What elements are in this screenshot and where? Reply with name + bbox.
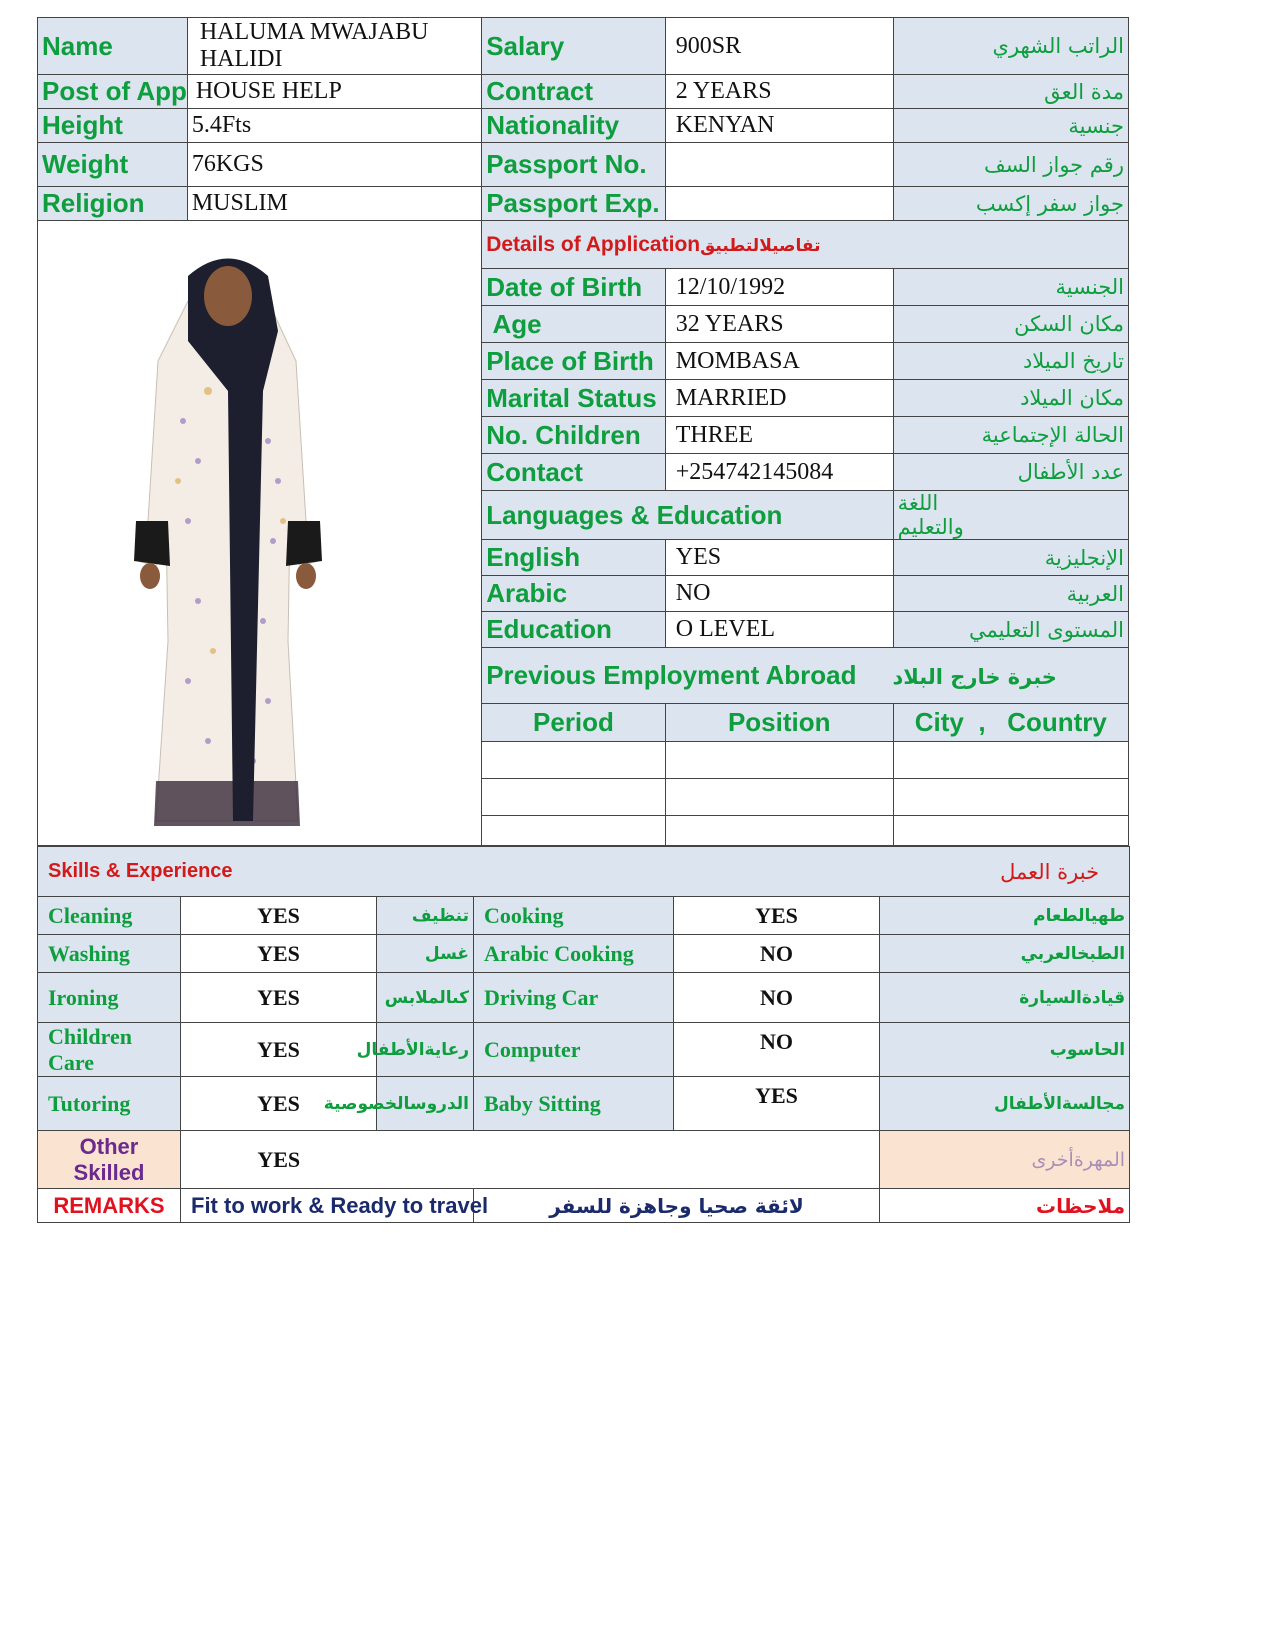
- other-skilled-ar: المهرةأخرى: [880, 1131, 1130, 1189]
- skill-ar: مجالسةالأطفال: [880, 1077, 1130, 1131]
- weight-label: Weight: [38, 143, 188, 187]
- skills-title: Skills & Experience: [48, 859, 233, 882]
- app-row-value: 12/10/1992: [665, 269, 893, 306]
- lang-row-label: Arabic: [482, 576, 666, 612]
- skill-label: Tutoring: [38, 1077, 181, 1131]
- remarks-label: REMARKS: [38, 1189, 181, 1223]
- lang-row-value: YES: [665, 540, 893, 576]
- other-skilled-label: Other Skilled: [38, 1131, 181, 1189]
- nationality-label: Nationality: [482, 109, 666, 143]
- app-row-value: MARRIED: [665, 380, 893, 417]
- height-value: 5.4Fts: [187, 109, 481, 143]
- skill-label: Cleaning: [38, 897, 181, 935]
- lang-row-ar: الإنجليزية: [893, 540, 1128, 576]
- lace-hem: [154, 781, 300, 826]
- app-row-label: Date of Birth: [482, 269, 666, 306]
- lang-row-label: English: [482, 540, 666, 576]
- skill-label: Washing: [38, 935, 181, 973]
- salary-value: 900SR: [665, 18, 893, 75]
- lang-row-value: O LEVEL: [665, 612, 893, 648]
- passport-no-ar: رقم جواز السف: [893, 143, 1128, 187]
- right-cuff: [286, 521, 322, 566]
- nationality-value: KENYAN: [665, 109, 893, 143]
- photo-figure: [38, 221, 458, 861]
- app-row-ar: الجنسية: [893, 269, 1128, 306]
- religion-value: MUSLIM: [187, 187, 481, 221]
- remarks-value-ar: لائقة صحيا وجاهزة للسفر: [474, 1189, 880, 1223]
- height-label: Height: [38, 109, 188, 143]
- skill-ar: طهيالطعام: [880, 897, 1130, 935]
- app-row-value: +254742145084: [665, 454, 893, 491]
- post-value: HOUSE HELP: [187, 75, 481, 109]
- col-city-country: City , Country: [893, 704, 1128, 742]
- app-row-value: THREE: [665, 417, 893, 454]
- skill-label: Arabic Cooking: [474, 935, 674, 973]
- skill-label: Driving Car: [474, 973, 674, 1023]
- skills-title-ar: خبرة العمل: [1000, 859, 1100, 884]
- weight-value: 76KGS: [187, 143, 481, 187]
- lang-row-ar: العربية: [893, 576, 1128, 612]
- contract-ar: مدة العق: [893, 75, 1128, 109]
- name-value: HALUMA MWAJABU HALIDI: [187, 18, 481, 75]
- contract-value: 2 YEARS: [665, 75, 893, 109]
- lang-row-label: Education: [482, 612, 666, 648]
- skill-value: NO: [674, 973, 880, 1023]
- skill-value: YES: [181, 973, 377, 1023]
- employment-cell: [665, 742, 893, 779]
- skill-ar: تنظيف: [377, 897, 474, 935]
- app-row-label: No. Children: [482, 417, 666, 454]
- app-row-ar: تاريخ الميلاد: [893, 343, 1128, 380]
- skill-label: Children Care: [38, 1023, 181, 1077]
- applicant-photo: [38, 221, 482, 846]
- info-table: [37, 17, 1129, 846]
- employment-cell: [482, 816, 666, 846]
- employment-cell: [665, 816, 893, 846]
- app-row-label: Contact: [482, 454, 666, 491]
- other-skilled-value: YES: [181, 1131, 377, 1189]
- employment-cell: [482, 779, 666, 816]
- col-period: Period: [482, 704, 666, 742]
- other-skilled-space: [377, 1131, 880, 1189]
- languages-title-ar: اللغة والتعليم: [893, 491, 1128, 540]
- skill-label: Cooking: [474, 897, 674, 935]
- app-row-label: Age: [482, 306, 666, 343]
- post-label: Post of App: [38, 75, 188, 109]
- left-cuff: [134, 521, 170, 566]
- skill-ar: قيادةالسيارة: [880, 973, 1130, 1023]
- employment-cell: [665, 779, 893, 816]
- skill-value: NO: [674, 935, 880, 973]
- skills-table: [37, 846, 1130, 1223]
- lang-row-value: NO: [665, 576, 893, 612]
- employment-title-ar: خبرة خارج البلاد: [892, 665, 1057, 689]
- employment-cell: [893, 779, 1128, 816]
- employment-header: [482, 648, 1129, 704]
- app-row-ar: الحالة الإجتماعية: [893, 417, 1128, 454]
- skill-label: Baby Sitting: [474, 1077, 674, 1131]
- passport-exp-label: Passport Exp.: [482, 187, 666, 221]
- app-row-label: Place of Birth: [482, 343, 666, 380]
- skill-ar: الطبخالعربي: [880, 935, 1130, 973]
- app-row-label: Marital Status: [482, 380, 666, 417]
- application-title: Details of Application: [486, 232, 701, 256]
- employment-cell: [482, 742, 666, 779]
- name-label: Name: [38, 18, 188, 75]
- app-row-value: 32 YEARS: [665, 306, 893, 343]
- lang-row-ar: المستوى التعليمي: [893, 612, 1128, 648]
- passport-exp-value: [665, 187, 893, 221]
- skill-label: Computer: [474, 1023, 674, 1077]
- employment-cell: [893, 742, 1128, 779]
- app-row-value: MOMBASA: [665, 343, 893, 380]
- skill-value: YES: [674, 1077, 880, 1131]
- face: [204, 266, 252, 326]
- app-row-ar: مكان الميلاد: [893, 380, 1128, 417]
- passport-exp-ar: جواز سفر إكسب: [893, 187, 1128, 221]
- remarks-value-en: Fit to work & Ready to travel: [181, 1189, 474, 1223]
- skill-label: Ironing: [38, 973, 181, 1023]
- skill-ar: كىالملابس: [377, 973, 474, 1023]
- salary-ar: الراتب الشهري: [893, 18, 1128, 75]
- application-header: [482, 221, 1129, 269]
- skill-ar: الحاسوب: [880, 1023, 1130, 1077]
- skill-value: YES: [181, 1077, 377, 1131]
- cv-sheet: [37, 17, 1129, 1223]
- col-position: Position: [665, 704, 893, 742]
- skill-value: YES: [674, 897, 880, 935]
- employment-title: Previous Employment Abroad: [486, 660, 857, 690]
- skill-ar: الدروسالخصوصية: [377, 1077, 474, 1131]
- app-row-ar: مكان السكن: [893, 306, 1128, 343]
- skill-value: YES: [181, 1023, 377, 1077]
- remarks-label-ar: ملاحظات: [880, 1189, 1130, 1223]
- skill-ar: رعايةالأطفال: [377, 1023, 474, 1077]
- passport-no-label: Passport No.: [482, 143, 666, 187]
- passport-no-value: [665, 143, 893, 187]
- skill-ar: غسل: [377, 935, 474, 973]
- nationality-ar: جنسية: [893, 109, 1128, 143]
- employment-cell: [893, 816, 1128, 846]
- religion-label: Religion: [38, 187, 188, 221]
- app-row-ar: عدد الأطفال: [893, 454, 1128, 491]
- skill-value: YES: [181, 897, 377, 935]
- contract-label: Contract: [482, 75, 666, 109]
- languages-title: Languages & Education: [482, 491, 893, 540]
- salary-label: Salary: [482, 18, 666, 75]
- skill-value: NO: [674, 1023, 880, 1077]
- skill-value: YES: [181, 935, 377, 973]
- application-title-ar: تفاصيلالتطبيق: [700, 235, 821, 256]
